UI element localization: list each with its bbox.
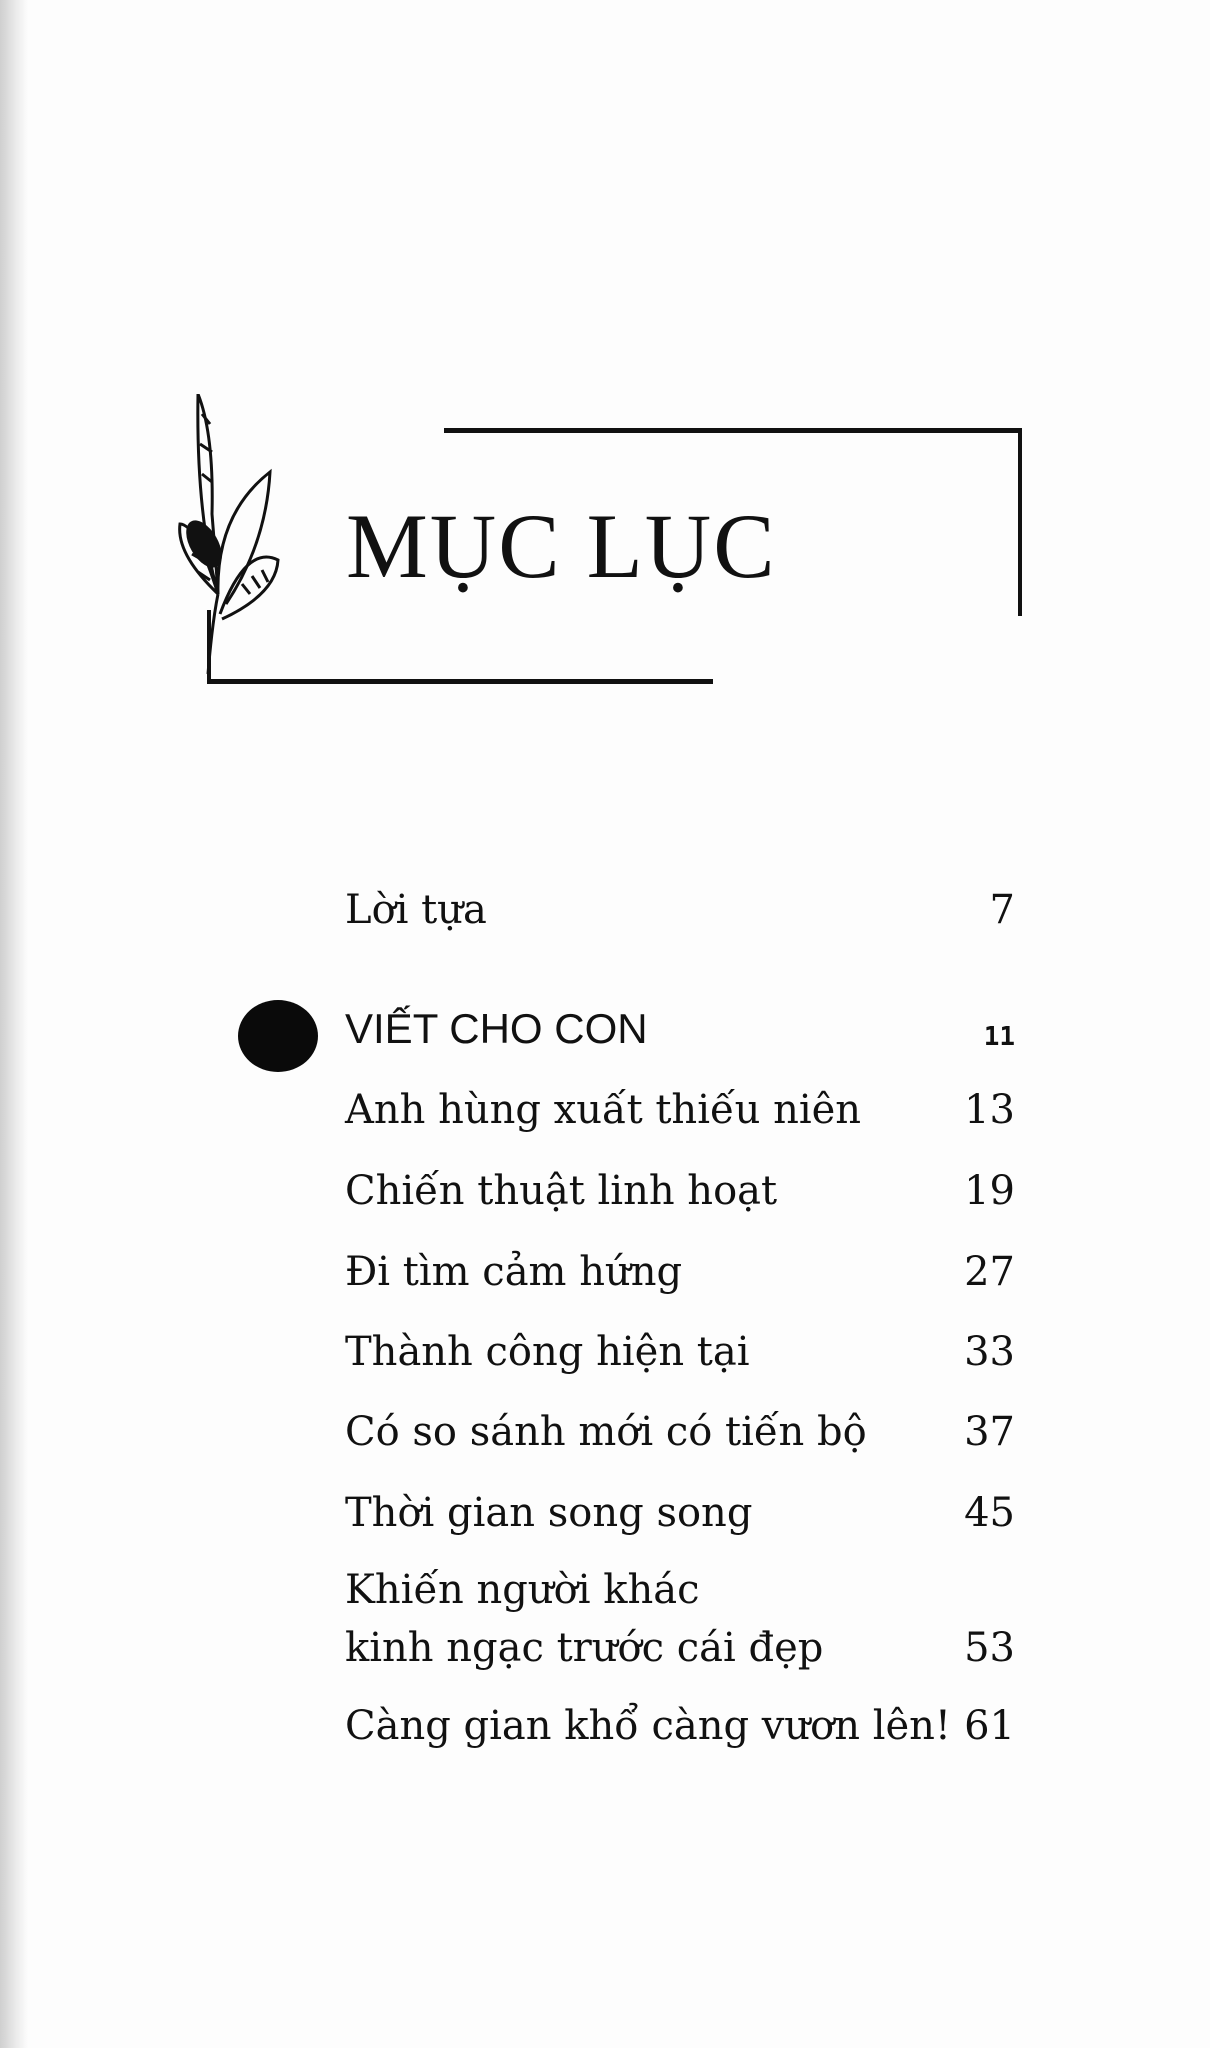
frame-right-line xyxy=(1018,428,1022,616)
entry-page: 37 xyxy=(964,1409,1015,1455)
entry-page: 45 xyxy=(964,1490,1015,1536)
toc-entry xyxy=(345,880,1015,933)
entry-title: Càng gian khổ càng vươn lên! xyxy=(345,1703,951,1749)
entry-title: Có so sánh mới có tiến bộ xyxy=(345,1409,867,1455)
entry-page: 53 xyxy=(964,1625,1015,1671)
toc-entry xyxy=(345,1080,1015,1133)
toc-entry xyxy=(345,1402,1015,1455)
toc-section-header xyxy=(345,1000,1015,1050)
entry-title: Lời tựa xyxy=(345,887,487,933)
toc-entry xyxy=(345,1161,1015,1214)
toc-entry xyxy=(345,1560,1015,1613)
toc-entry xyxy=(345,1242,1015,1295)
entry-page: 27 xyxy=(964,1249,1015,1295)
toc-entry xyxy=(345,1696,1015,1749)
entry-page: 19 xyxy=(964,1168,1015,1214)
entry-page: 61 xyxy=(964,1703,1015,1749)
section-title: VIẾT CHO CON xyxy=(345,1005,648,1052)
entry-page: 11 xyxy=(983,1022,1015,1052)
toc-entry xyxy=(345,1322,1015,1375)
entry-page: 33 xyxy=(964,1329,1015,1375)
leaf-branch-icon xyxy=(176,394,326,684)
entry-title: Thành công hiện tại xyxy=(345,1329,750,1375)
entry-page: 13 xyxy=(964,1087,1015,1133)
entry-title: Đi tìm cảm hứng xyxy=(345,1249,683,1295)
entry-title: Chiến thuật linh hoạt xyxy=(345,1168,778,1214)
entry-title: Anh hùng xuất thiếu niên xyxy=(345,1087,862,1133)
frame-top-line xyxy=(444,428,1022,433)
page-edge-shadow xyxy=(0,0,28,2048)
toc-entry xyxy=(345,1618,1015,1671)
entry-page: 7 xyxy=(989,887,1015,933)
page-title: MỤC LỤC xyxy=(346,495,777,597)
toc-entry xyxy=(345,1483,1015,1536)
section-bullet xyxy=(238,1000,318,1072)
entry-title: Thời gian song song xyxy=(345,1490,753,1536)
entry-title-line1: Khiến người khác xyxy=(345,1567,700,1613)
entry-title-line2: kinh ngạc trước cái đẹp xyxy=(345,1625,824,1671)
